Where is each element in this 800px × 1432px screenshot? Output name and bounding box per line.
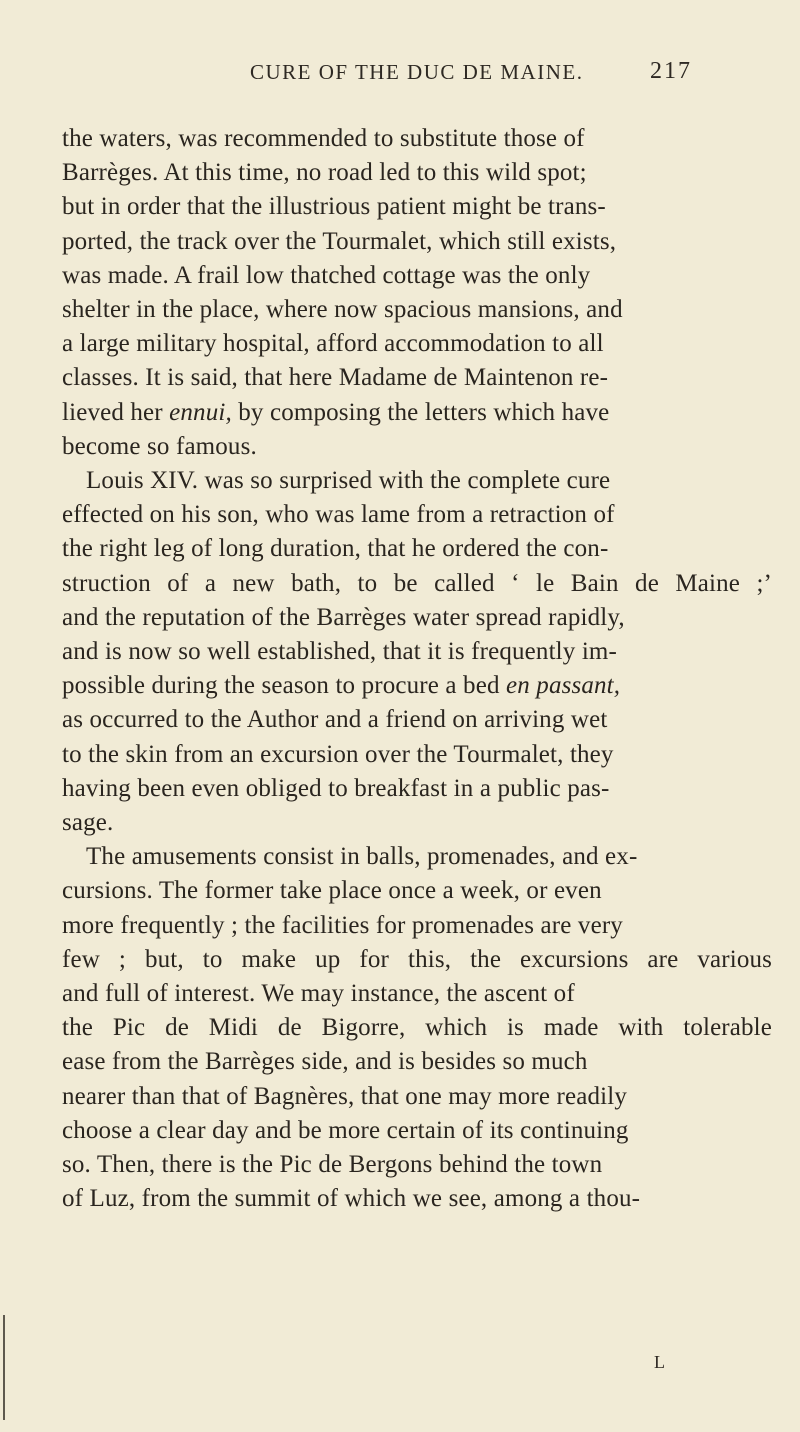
text-line: to the skin from an excursion over the Tourmalet, they <box>62 740 614 768</box>
italic-phrase: ennui, <box>169 398 232 426</box>
text-line: the waters, was recommended to substitute those of <box>62 125 585 152</box>
text-line: choose a clear day and be more certain of its continuing <box>62 1116 629 1144</box>
text-line: cursions. The former take place once a week, or even <box>62 877 602 905</box>
text-line: as occurred to the Author and a friend on arriving wet <box>62 706 608 734</box>
text-line: shelter in the place, where now spacious mansions, and <box>62 296 623 323</box>
running-title: CURE OF THE DUC DE MAINE. <box>250 60 584 84</box>
text-line: effected on his son, who was lame from a retraction of <box>62 501 615 529</box>
text-line: nearer than that of Bagnères, that one may more readily <box>62 1082 627 1110</box>
text-line: having been even obliged to breakfast in a public pas- <box>62 774 610 802</box>
text-line: and the reputation of the Barrèges water spread rapidly, <box>62 603 625 631</box>
text-line: a large military hospital, afford accommodation to all <box>62 330 604 358</box>
text-line: sage. <box>62 809 114 836</box>
text-line: lieved her ennui, by composing the letters which have <box>62 398 610 426</box>
text-line: Louis XIV. was so surprised with the complete cure <box>86 467 611 494</box>
italic-phrase: en passant, <box>506 672 621 700</box>
text-line: classes. It is said, that here Madame de Maintenon re- <box>62 364 609 392</box>
text-line: The amusements consist in balls, promenades, and ex- <box>86 843 638 871</box>
text-line: few ; but, to make up for this, the excursions are various <box>62 945 773 973</box>
page-edge-mark <box>3 1315 5 1420</box>
text-line: struction of a new bath, to be called ‘ le Bain de Maine ;’ <box>62 569 773 597</box>
text-line: was made. A frail low thatched cottage was the only <box>62 261 591 289</box>
text-line: so. Then, there is the Pic de Bergons behind the town <box>62 1151 603 1178</box>
text-line: more frequently ; the facilities for promenades are very <box>62 911 623 939</box>
text-line: become so famous. <box>62 432 257 460</box>
text-line: and full of interest. We may instance, the ascent of <box>62 980 575 1007</box>
text-line: possible during the season to procure a bed en passant, <box>62 672 621 700</box>
text-line: and is now so well established, that it is frequently im- <box>62 638 617 665</box>
text-line: the right leg of long duration, that he ordered the con- <box>62 535 609 563</box>
signature-mark: L <box>654 1352 666 1372</box>
text-line: ported, the track over the Tourmalet, which still exists, <box>62 227 617 255</box>
text-line: the Pic de Midi de Bigorre, which is made with tolerable <box>62 1014 773 1042</box>
page-number: 217 <box>650 58 692 84</box>
text-line: ease from the Barrèges side, and is besides so much <box>62 1048 588 1076</box>
text-line: of Luz, from the summit of which we see, among a thou- <box>62 1185 641 1213</box>
text-line: but in order that the illustrious patient might be trans- <box>62 193 606 221</box>
text-line: Barrèges. At this time, no road led to this wild spot; <box>62 159 587 187</box>
